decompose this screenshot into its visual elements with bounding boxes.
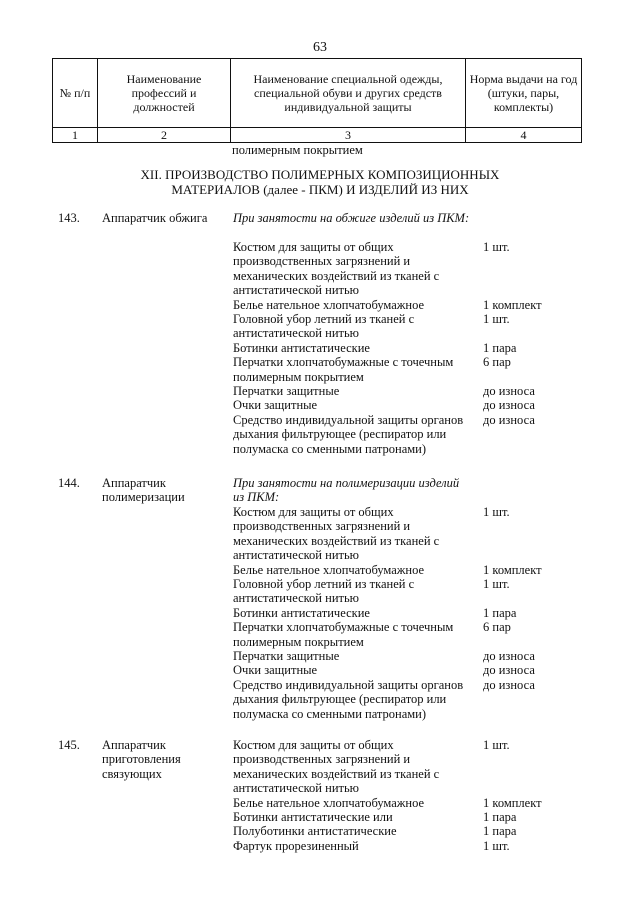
list-item [233, 839, 558, 853]
profession-name: Аппаратчик приготовления связующих [102, 738, 181, 781]
item-name: Перчатки хлопчатобумажные с точечным полимерным покрытием [233, 620, 454, 649]
item-name: Ботинки антистатические [233, 340, 370, 355]
item-name: Белье нательное хлопчатобумажное [233, 795, 425, 810]
items-list [233, 505, 558, 721]
list-item [233, 398, 558, 412]
list-item [233, 649, 558, 663]
column-number-row [53, 128, 582, 143]
item-norm: 1 шт. [483, 240, 510, 254]
list-item [233, 810, 558, 824]
work-condition: При занятости на обжиге изделий из ПКМ: [233, 211, 470, 225]
item-name: Перчатки хлопчатобумажные с точечным полимерным покрытием [233, 355, 454, 384]
item-name: Головной убор летний из тканей с антистатической нитью [233, 312, 415, 341]
item-name: Костюм для защиты от общих производственных загрязнений и механических воздействий из тканей с антистатической нитью [233, 505, 440, 563]
entry-number: 144. [58, 476, 80, 490]
item-norm: 1 комплект [483, 795, 542, 810]
list-item [233, 620, 558, 649]
list-item [233, 796, 558, 810]
item-name: Перчатки защитные [233, 649, 340, 664]
item-name: Белье нательное хлопчатобумажное [233, 297, 425, 312]
item-norm: 1 комплект [483, 562, 542, 577]
item-norm: 1 пара [483, 810, 517, 825]
item-norm: до износа [483, 649, 535, 664]
list-item [233, 312, 558, 341]
column-number: 1 [53, 128, 98, 143]
item-name: Перчатки защитные [233, 384, 340, 399]
list-item [233, 355, 558, 384]
item-norm: 1 пара [483, 340, 517, 355]
item-norm: 1 шт. [483, 838, 510, 853]
page-number: 63 [313, 40, 327, 55]
column-header-clothing: Наименование специальной одежды, специальной обуви и других средств индивидуальной защиты [231, 59, 466, 128]
header-table [52, 58, 582, 143]
item-norm: 1 комплект [483, 297, 542, 312]
section-title-line: XII. ПРОИЗВОДСТВО ПОЛИМЕРНЫХ КОМПОЗИЦИОННЫХ [140, 167, 500, 182]
column-number: 2 [98, 128, 231, 143]
entry-number: 145. [58, 738, 80, 752]
header-row [53, 59, 582, 128]
item-name: Фартук прорезиненный [233, 838, 359, 853]
column-header-norm: Норма выдачи на год (штуки, пары, комплекты) [466, 59, 582, 128]
list-item [233, 240, 558, 298]
item-name: Костюм для защиты от общих производственных загрязнений и механических воздействий из тканей с антистатической нитью [233, 240, 440, 298]
section-title-line: МАТЕРИАЛОВ (далее - ПКМ) И ИЗДЕЛИЙ ИЗ НИХ [171, 182, 469, 197]
list-item [233, 505, 558, 563]
item-norm: 6 пар [483, 620, 511, 635]
list-item [233, 413, 558, 456]
item-norm: до износа [483, 384, 535, 399]
item-norm: до износа [483, 677, 535, 692]
item-norm: 1 шт. [483, 738, 510, 752]
items-list [233, 240, 558, 456]
item-norm: до износа [483, 412, 535, 427]
item-norm: 6 пар [483, 355, 511, 370]
item-norm: 1 шт. [483, 312, 510, 327]
item-name: Белье нательное хлопчатобумажное [233, 562, 425, 577]
list-item [233, 663, 558, 677]
list-item [233, 577, 558, 606]
item-norm: 1 пара [483, 605, 517, 620]
column-number: 4 [466, 128, 582, 143]
item-name: Очки защитные [233, 398, 318, 413]
profession-name: Аппаратчик полимеризации [102, 476, 185, 505]
item-name: Костюм для защиты от общих производственных загрязнений и механических воздействий из тканей с антистатической нитью [233, 738, 440, 796]
item-norm: 1 шт. [483, 577, 510, 592]
item-norm: 1 шт. [483, 505, 510, 519]
continuation-text: полимерным покрытием [232, 143, 363, 157]
item-norm: до износа [483, 663, 535, 678]
column-header-profession: Наименование профессий и должностей [98, 59, 231, 128]
work-condition: При занятости на полимеризации изделий из ПКМ: [233, 476, 460, 505]
column-header-number: № п/п [53, 59, 98, 128]
item-name: Средство индивидуальной защиты органов дыхания фильтрующее (респиратор или полумаска со сменными патронами) [233, 677, 464, 721]
item-name: Ботинки антистатические или [233, 810, 393, 825]
item-name: Ботинки антистатические [233, 605, 370, 620]
list-item [233, 824, 558, 838]
list-item [233, 341, 558, 355]
item-norm: до износа [483, 398, 535, 413]
item-norm: 1 пара [483, 824, 517, 839]
list-item [233, 563, 558, 577]
entry-number: 143. [58, 211, 80, 225]
item-name: Полуботинки антистатические [233, 824, 397, 839]
profession-name: Аппаратчик обжига [102, 211, 208, 225]
item-name: Очки защитные [233, 663, 318, 678]
column-number: 3 [231, 128, 466, 143]
list-item [233, 298, 558, 312]
list-item [233, 384, 558, 398]
section-title [0, 167, 640, 197]
list-item [233, 606, 558, 620]
item-name: Средство индивидуальной защиты органов дыхания фильтрующее (респиратор или полумаска со сменными патронами) [233, 412, 464, 456]
list-item [233, 678, 558, 721]
item-name: Головной убор летний из тканей с антистатической нитью [233, 577, 415, 606]
items-list [233, 738, 558, 853]
list-item [233, 738, 558, 796]
